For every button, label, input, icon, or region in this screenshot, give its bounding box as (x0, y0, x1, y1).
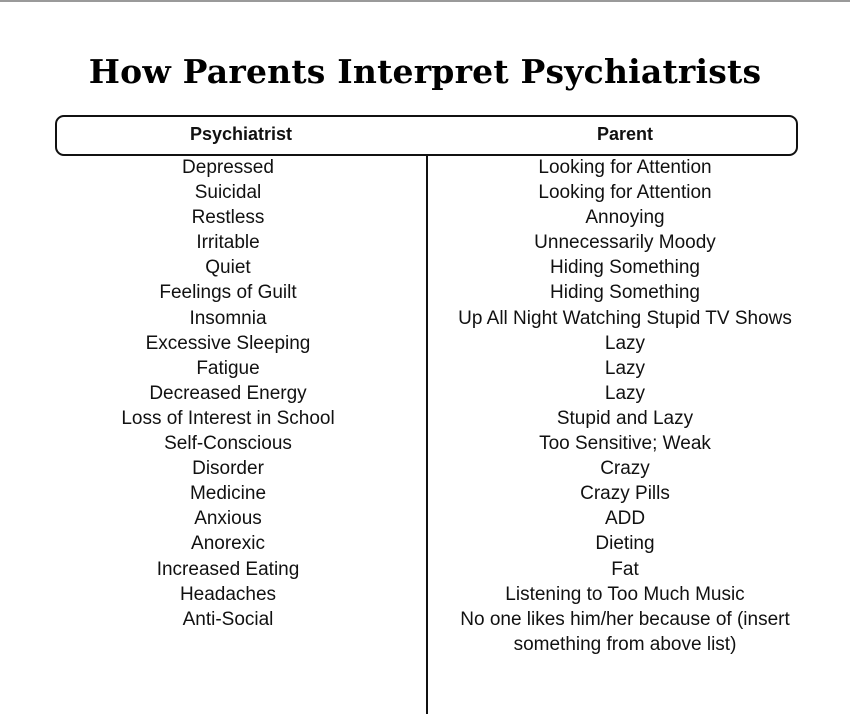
psychiatrist-term: Insomnia (189, 307, 267, 329)
parent-interpretation: Fat (611, 558, 639, 580)
psychiatrist-term: Self-Conscious (164, 433, 292, 455)
parent-interpretation: Crazy Pills (580, 483, 670, 505)
parent-interpretation: Looking for Attention (538, 182, 712, 204)
column-header-psychiatrist: Psychiatrist (189, 124, 293, 144)
psychiatrist-term: Anti-Social (182, 608, 274, 630)
parent-interpretation: Too Sensitive; Weak (539, 433, 711, 455)
parent-column (430, 155, 820, 657)
parent-interpretation: Annoying (585, 207, 665, 229)
parent-interpretation: Unnecessarily Moody (534, 232, 716, 254)
psychiatrist-term: Excessive Sleeping (145, 332, 311, 354)
parent-interpretation: Looking for Attention (538, 157, 712, 178)
psychiatrist-term: Anorexic (191, 533, 265, 555)
parent-interpretation: Dieting (595, 533, 655, 555)
parent-interpretation: ADD (604, 508, 646, 530)
psychiatrist-term: Depressed (182, 157, 274, 178)
parent-interpretation: Lazy (604, 332, 646, 354)
parent-interpretation: Hiding Something (550, 282, 700, 304)
parent-interpretation: No one likes him/her because of (insert something from above list) (460, 608, 790, 655)
parent-interpretation: Hiding Something (550, 257, 700, 279)
column-divider (426, 154, 428, 714)
parent-interpretation: Crazy (600, 458, 650, 480)
psychiatrist-term: Decreased Energy (149, 382, 307, 404)
psychiatrist-term: Quiet (205, 257, 251, 279)
psychiatrist-term: Loss of Interest in School (121, 407, 335, 429)
psychiatrist-column (58, 155, 398, 632)
page-title: How Parents Interpret Psychiatrists (88, 52, 762, 91)
psychiatrist-term: Restless (191, 207, 265, 229)
parent-interpretation: Lazy (604, 357, 646, 379)
top-border-line (0, 0, 850, 2)
psychiatrist-term: Anxious (194, 508, 262, 530)
parent-interpretation: Listening to Too Much Music (505, 583, 745, 605)
psychiatrist-term: Disorder (192, 458, 264, 480)
psychiatrist-term: Headaches (179, 583, 277, 605)
psychiatrist-term: Increased Eating (156, 558, 300, 580)
psychiatrist-term: Medicine (189, 483, 267, 505)
psychiatrist-term: Suicidal (194, 182, 262, 204)
psychiatrist-term: Irritable (196, 232, 260, 254)
column-header-parent: Parent (596, 124, 654, 144)
parent-interpretation: Stupid and Lazy (556, 407, 694, 429)
psychiatrist-term: Feelings of Guilt (159, 282, 297, 304)
parent-interpretation: Up All Night Watching Stupid TV Shows (458, 307, 792, 329)
psychiatrist-term: Fatigue (196, 357, 260, 379)
parent-interpretation: Lazy (604, 382, 646, 404)
